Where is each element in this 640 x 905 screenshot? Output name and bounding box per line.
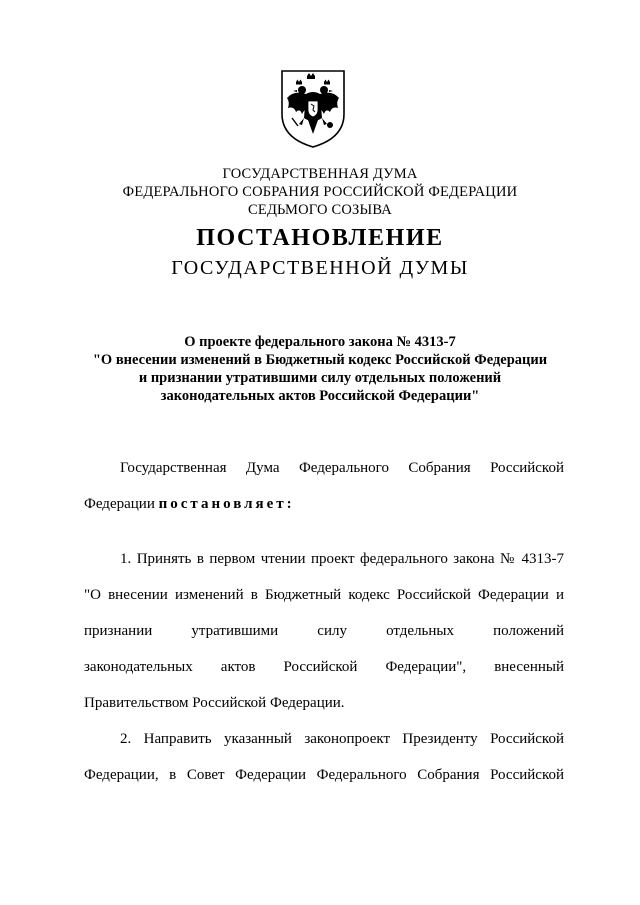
paragraph-1-line-3: признании утратившими силу отдельных положений: [84, 623, 564, 639]
resolves-text: постановляет:: [158, 496, 295, 512]
subject-line-3: и признании утратившими силу отдельных положений: [138, 370, 502, 386]
subject-line-4: законодательных актов Российской Федерации": [160, 388, 480, 404]
document-subtitle: ГОСУДАРСТВЕННОЙ ДУМЫ: [171, 257, 469, 279]
paragraph-1-line-1: 1. Принять в первом чтении проект федерального закона № 4313-7: [120, 551, 564, 567]
intro-line-2: [84, 494, 564, 514]
coat-of-arms-icon: [278, 68, 348, 150]
header-line-3: СЕДЬМОГО СОЗЫВА: [248, 202, 392, 218]
header-line-2: ФЕДЕРАЛЬНОГО СОБРАНИЯ РОССИЙСКОЙ ФЕДЕРАЦИИ: [122, 184, 518, 200]
subject-line-2: "О внесении изменений в Бюджетный кодекс Российской Федерации: [92, 352, 548, 368]
paragraph-1-line-5: Правительством Российской Федерации.: [84, 695, 345, 711]
intro-line-1: Государственная Дума Федерального Собрания Российской: [120, 460, 564, 476]
header-line-1: ГОСУДАРСТВЕННАЯ ДУМА: [222, 166, 418, 182]
document-title: ПОСТАНОВЛЕНИЕ: [196, 225, 444, 251]
subject-line-1: О проекте федерального закона № 4313-7: [184, 334, 456, 350]
paragraph-2-line-1: 2. Направить указанный законопроект Президенту Российской: [120, 731, 564, 747]
paragraph-1-line-2: "О внесении изменений в Бюджетный кодекс Российской Федерации и: [84, 587, 564, 603]
paragraph-1-line-4: законодательных актов Российской Федерации", внесенный: [84, 659, 564, 675]
intro-federation-text: Федерации: [84, 496, 159, 512]
paragraph-2-line-2: Федерации, в Совет Федерации Федерального Собрания Российской: [84, 767, 564, 783]
